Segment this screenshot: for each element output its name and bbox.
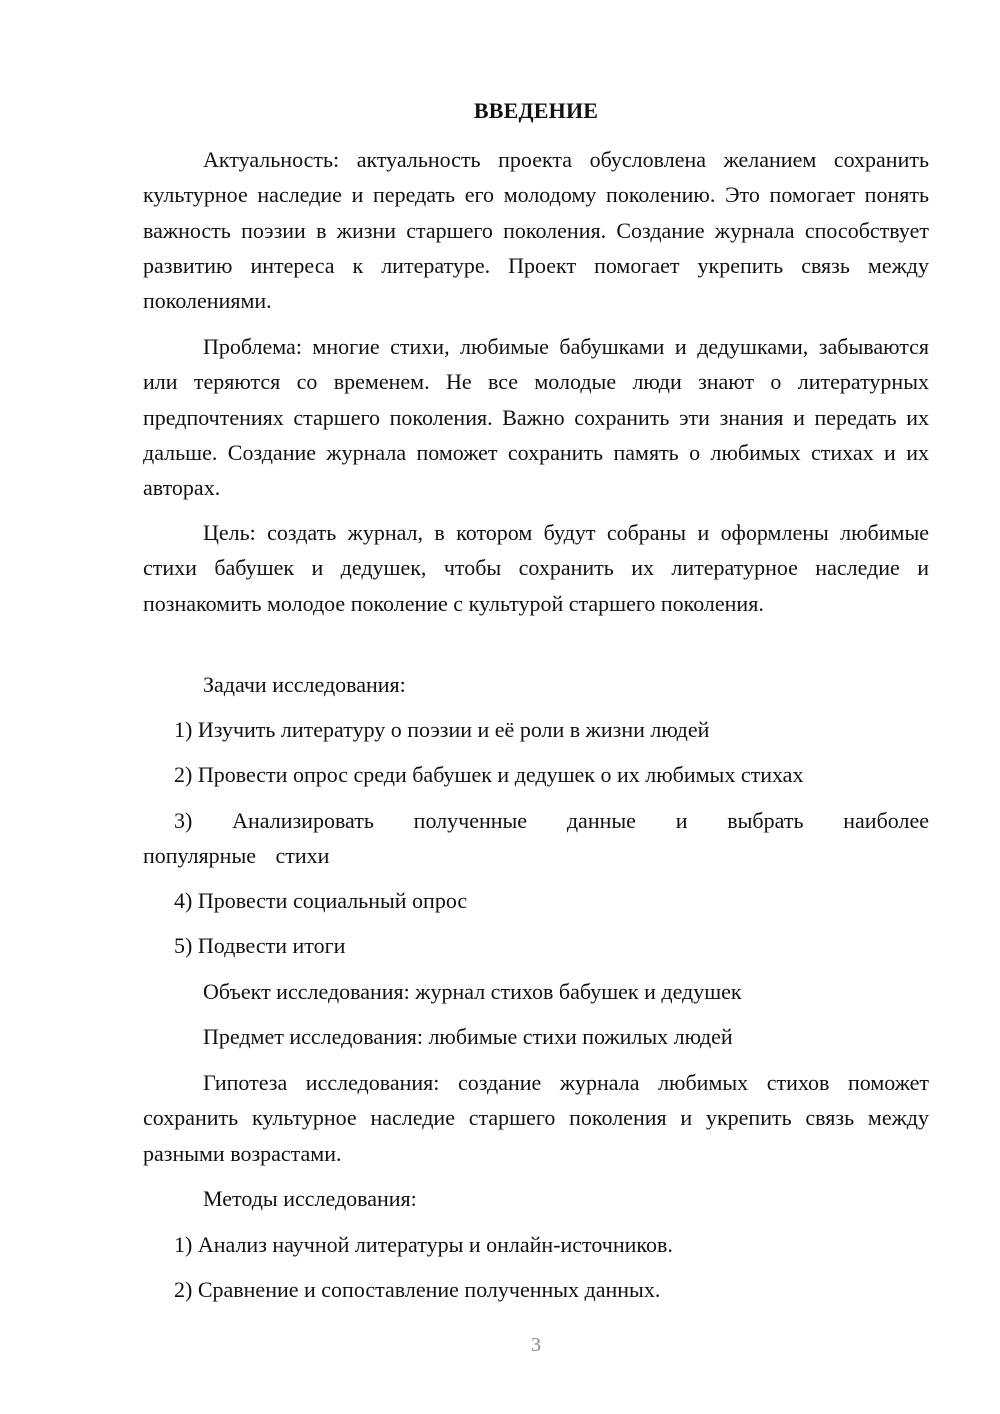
hypothesis-paragraph: Гипотеза исследования: создание журнала любимых стихов поможет сохранить культурное наследие старшего поколения и укрепить связь между разными возрастами. (143, 1070, 929, 1166)
method-item-1: 1) Анализ научной литературы и онлайн-источников. (174, 1232, 673, 1257)
task-item-5: 5) Подвести итоги (174, 933, 346, 958)
tasks-title: Задачи исследования: (203, 672, 406, 697)
section-heading: ВВЕДЕНИЕ (473, 98, 599, 123)
subject-line: Предмет исследования: любимые стихи пожилых людей (203, 1024, 733, 1049)
task-item-1: 1) Изучить литературу о поэзии и её роли в жизни людей (174, 717, 710, 742)
task-item-3: 3) Анализировать полученные данные и выбрать наиболее популярные стихи (143, 808, 929, 869)
methods-title: Методы исследования: (203, 1186, 417, 1211)
method-item-2: 2) Сравнение и сопоставление полученных данных. (174, 1277, 661, 1302)
relevance-paragraph: Актуальность: актуальность проекта обусловлена желанием сохранить культурное наследие и передать его молодому поколению. Это помогает понять важность поэзии в жизни старшего поколения. Создание журнала способствует развитию интереса к литературе. Проект помогает укрепить связь между поколениями. (143, 147, 929, 314)
object-line: Объект исследования: журнал стихов бабушек и дедушек (203, 979, 742, 1004)
goal-paragraph: Цель: создать журнал, в котором будут собраны и оформлены любимые стихи бабушек и дедушек, чтобы сохранить их литературное наследие и познакомить молодое поколение с культурой старшего поколения. (143, 520, 929, 616)
task-item-2: 2) Провести опрос среди бабушек и дедушек о их любимых стихах (174, 762, 804, 787)
page-number: 3 (531, 1334, 541, 1356)
task-item-4: 4) Провести социальный опрос (174, 888, 468, 913)
problem-paragraph: Проблема: многие стихи, любимые бабушками и дедушками, забываются или теряются со временем. Не все молодые люди знают о литературных предпочтениях старшего поколения. Важно сохранить эти знания и передать их дальше. Создание журнала поможет сохранить память о любимых стихах и их авторах. (143, 334, 929, 501)
